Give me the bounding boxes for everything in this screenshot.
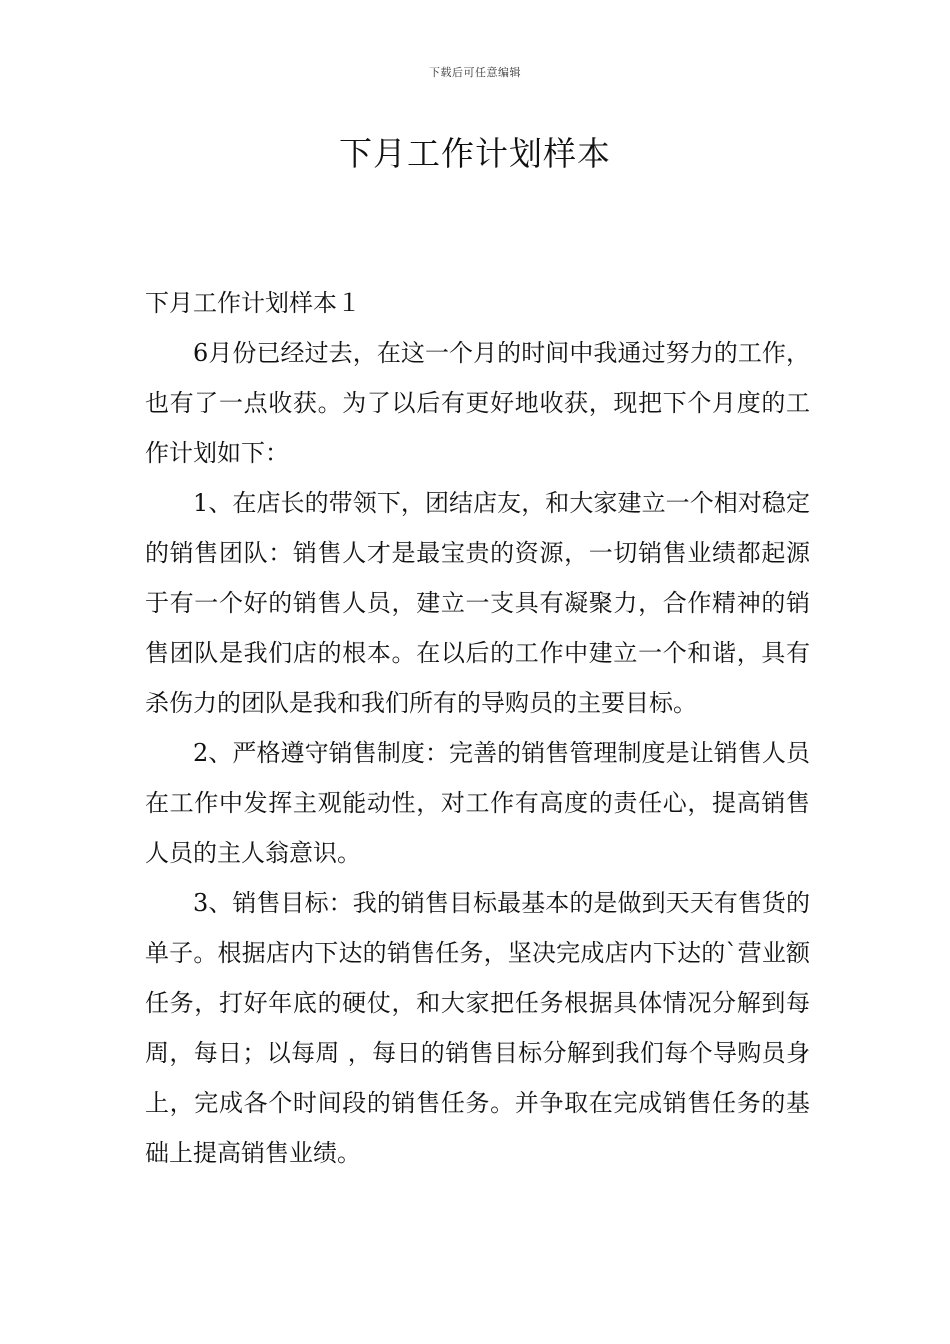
paragraph-item-1: 1、在店长的带领下，团结店友，和大家建立一个相对稳定的销售团队：销售人才是最宝贵的资源，一切销售业绩都起源于有一个好的销售人员，建立一支具有凝聚力，合作精神的销售团队是我们店的根本。在以后的工作中建立一个和谐，具有杀伤力的团队是我和我们所有的导购员的主要目标。 [145,489,810,717]
document-title: 下月工作计划样本 [339,134,611,173]
paragraph-item-3: 3、销售目标：我的销售目标最基本的是做到天天有售货的单子。根据店内下达的销售任务，坚决完成店内下达的`营业额任务，打好年底的硬仗，和大家把任务根据具体情况分解到每周，每日；以每周 ，每日的销售目标分解到我们每个导购员身上，完成各个时间段的销售任务。并争取在完成销售任务的基础上提高销售业绩。 [145,889,810,1167]
document-body [145,278,810,1178]
section-heading: 下月工作计划样本１ [145,289,361,317]
paragraph-intro: 6月份已经过去，在这一个月的时间中我通过努力的工作，也有了一点收获。为了以后有更好地收获，现把下个月度的工作计划如下： [145,339,810,467]
header-note: 下载后可任意编辑 [429,66,521,79]
paragraph-item-2: 2、严格遵守销售制度：完善的销售管理制度是让销售人员在工作中发挥主观能动性，对工作有高度的责任心，提高销售人员的主人翁意识。 [145,739,810,867]
